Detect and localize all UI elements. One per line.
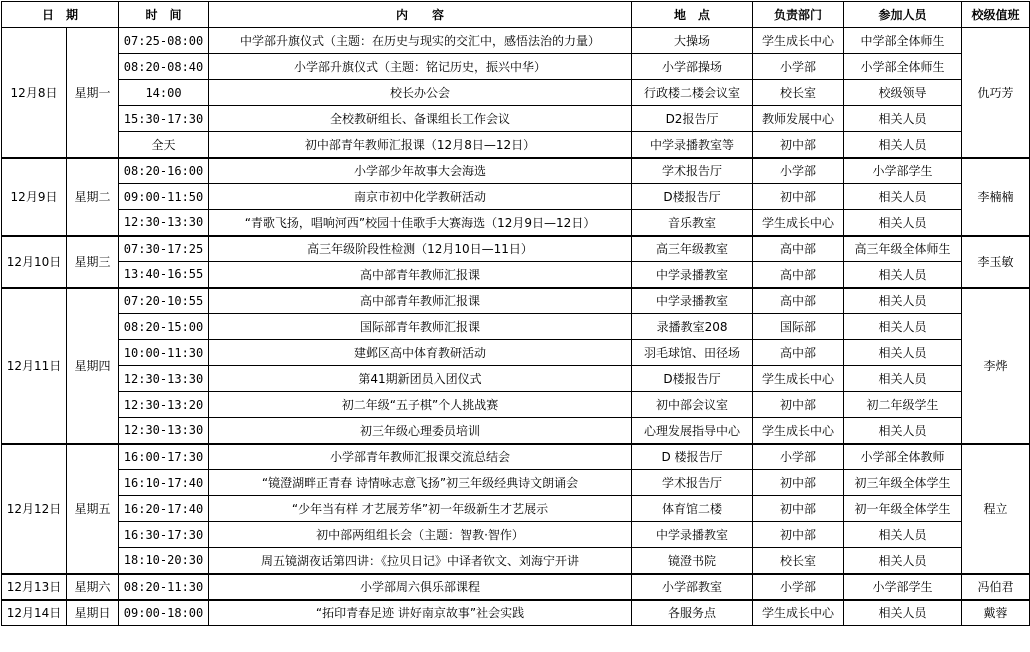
content-cell: 全校教研组长、备课组长工作会议	[209, 106, 632, 132]
participants-cell: 相关人员	[844, 106, 962, 132]
place-cell: 初中部会议室	[632, 392, 753, 418]
participants-cell: 小学部学生	[844, 158, 962, 184]
content-cell: 南京市初中化学教研活动	[209, 184, 632, 210]
place-cell: 录播教室208	[632, 314, 753, 340]
schedule-row	[2, 340, 1030, 366]
place-cell: 各服务点	[632, 600, 753, 626]
participants-cell: 初二年级学生	[844, 392, 962, 418]
dept-cell: 教师发展中心	[753, 106, 844, 132]
time-cell: 12:30-13:20	[119, 392, 209, 418]
header-place: 地 点	[632, 2, 753, 28]
time-cell: 16:20-17:40	[119, 496, 209, 522]
participants-cell: 相关人员	[844, 418, 962, 444]
time-cell: 15:30-17:30	[119, 106, 209, 132]
schedule-row	[2, 418, 1030, 444]
weekday-cell: 星期四	[67, 288, 119, 444]
content-cell: 小学部周六俱乐部课程	[209, 574, 632, 600]
schedule-row	[2, 54, 1030, 80]
content-cell: 小学部升旗仪式（主题：铭记历史，振兴中华）	[209, 54, 632, 80]
content-cell: 国际部青年教师汇报课	[209, 314, 632, 340]
duty-cell: 程立	[962, 444, 1030, 574]
date-cell: 12月14日	[2, 600, 67, 626]
time-cell: 09:00-11:50	[119, 184, 209, 210]
dept-cell: 高中部	[753, 288, 844, 314]
duty-cell: 李楠楠	[962, 158, 1030, 236]
content-cell: 初中部两组组长会（主题：智教·智作）	[209, 522, 632, 548]
content-cell: “镜澄湖畔正青春 诗情咏志意飞扬”初三年级经典诗文朗诵会	[209, 470, 632, 496]
weekday-cell: 星期日	[67, 600, 119, 626]
duty-cell: 冯伯君	[962, 574, 1030, 600]
dept-cell: 高中部	[753, 262, 844, 288]
content-cell: 中学部升旗仪式（主题：在历史与现实的交汇中，感悟法治的力量）	[209, 28, 632, 54]
time-cell: 12:30-13:30	[119, 418, 209, 444]
participants-cell: 相关人员	[844, 184, 962, 210]
participants-cell: 初三年级全体学生	[844, 470, 962, 496]
time-cell: 16:00-17:30	[119, 444, 209, 470]
time-cell: 08:20-15:00	[119, 314, 209, 340]
date-cell: 12月9日	[2, 158, 67, 236]
dept-cell: 学生成长中心	[753, 418, 844, 444]
dept-cell: 学生成长中心	[753, 28, 844, 54]
dept-cell: 高中部	[753, 340, 844, 366]
dept-cell: 小学部	[753, 54, 844, 80]
participants-cell: 小学部全体师生	[844, 54, 962, 80]
content-cell: 周五镜湖夜话第四讲：《拉贝日记》中译者钦文、刘海宁开讲	[209, 548, 632, 574]
place-cell: D楼报告厅	[632, 366, 753, 392]
dept-cell: 学生成长中心	[753, 600, 844, 626]
time-cell: 14:00	[119, 80, 209, 106]
place-cell: 学术报告厅	[632, 158, 753, 184]
dept-cell: 初中部	[753, 132, 844, 158]
schedule-row	[2, 470, 1030, 496]
schedule-row	[2, 314, 1030, 340]
schedule-row	[2, 496, 1030, 522]
participants-cell: 相关人员	[844, 262, 962, 288]
header-duty: 校级值班	[962, 2, 1030, 28]
content-cell: “青歌飞扬，唱响河西”校园十佳歌手大赛海选（12月9日—12日）	[209, 210, 632, 236]
participants-cell: 相关人员	[844, 210, 962, 236]
time-cell: 16:10-17:40	[119, 470, 209, 496]
place-cell: 学术报告厅	[632, 470, 753, 496]
content-cell: 初二年级“五子棋”个人挑战赛	[209, 392, 632, 418]
dept-cell: 学生成长中心	[753, 210, 844, 236]
duty-cell: 戴蓉	[962, 600, 1030, 626]
time-cell: 全天	[119, 132, 209, 158]
duty-cell: 李玉敏	[962, 236, 1030, 288]
content-cell: 建邺区高中体育教研活动	[209, 340, 632, 366]
participants-cell: 相关人员	[844, 340, 962, 366]
dept-cell: 国际部	[753, 314, 844, 340]
content-cell: “拓印青春足迹 讲好南京故事”社会实践	[209, 600, 632, 626]
schedule-row	[2, 522, 1030, 548]
weekday-cell: 星期一	[67, 28, 119, 158]
dept-cell: 初中部	[753, 496, 844, 522]
header-dept: 负责部门	[753, 2, 844, 28]
dept-cell: 校长室	[753, 80, 844, 106]
schedule-row	[2, 132, 1030, 158]
schedule-row	[2, 184, 1030, 210]
schedule-row	[2, 158, 1030, 184]
time-cell: 10:00-11:30	[119, 340, 209, 366]
schedule-table	[1, 1, 1030, 626]
date-cell: 12月13日	[2, 574, 67, 600]
time-cell: 12:30-13:30	[119, 366, 209, 392]
participants-cell: 中学部全体师生	[844, 28, 962, 54]
participants-cell: 初一年级全体学生	[844, 496, 962, 522]
participants-cell: 相关人员	[844, 288, 962, 314]
place-cell: 心理发展指导中心	[632, 418, 753, 444]
content-cell: 初三年级心理委员培训	[209, 418, 632, 444]
schedule-row	[2, 80, 1030, 106]
participants-cell: 校级领导	[844, 80, 962, 106]
time-cell: 07:25-08:00	[119, 28, 209, 54]
content-cell: 小学部少年故事大会海选	[209, 158, 632, 184]
schedule-row	[2, 444, 1030, 470]
time-cell: 09:00-18:00	[119, 600, 209, 626]
header-date: 日 期	[2, 2, 119, 28]
content-cell: 校长办公会	[209, 80, 632, 106]
schedule-row	[2, 548, 1030, 574]
place-cell: 体育馆二楼	[632, 496, 753, 522]
participants-cell: 小学部全体教师	[844, 444, 962, 470]
content-cell: 高中部青年教师汇报课	[209, 262, 632, 288]
date-cell: 12月12日	[2, 444, 67, 574]
content-cell: 小学部青年教师汇报课交流总结会	[209, 444, 632, 470]
participants-cell: 相关人员	[844, 548, 962, 574]
place-cell: 中学录播教室	[632, 262, 753, 288]
time-cell: 08:20-16:00	[119, 158, 209, 184]
dept-cell: 学生成长中心	[753, 366, 844, 392]
time-cell: 12:30-13:30	[119, 210, 209, 236]
weekday-cell: 星期六	[67, 574, 119, 600]
schedule-row	[2, 28, 1030, 54]
place-cell: 音乐教室	[632, 210, 753, 236]
place-cell: 高三年级教室	[632, 236, 753, 262]
time-cell: 07:30-17:25	[119, 236, 209, 262]
place-cell: 中学录播教室等	[632, 132, 753, 158]
place-cell: 中学录播教室	[632, 288, 753, 314]
dept-cell: 小学部	[753, 574, 844, 600]
weekday-cell: 星期二	[67, 158, 119, 236]
schedule-row	[2, 210, 1030, 236]
dept-cell: 高中部	[753, 236, 844, 262]
place-cell: D 楼报告厅	[632, 444, 753, 470]
content-cell: “少年当有样 才艺展芳华”初一年级新生才艺展示	[209, 496, 632, 522]
date-cell: 12月11日	[2, 288, 67, 444]
time-cell: 08:20-08:40	[119, 54, 209, 80]
dept-cell: 小学部	[753, 444, 844, 470]
place-cell: D2报告厅	[632, 106, 753, 132]
place-cell: 镜澄书院	[632, 548, 753, 574]
participants-cell: 相关人员	[844, 522, 962, 548]
content-cell: 高三年级阶段性检测（12月10日—11日）	[209, 236, 632, 262]
header-row	[2, 2, 1030, 28]
participants-cell: 相关人员	[844, 366, 962, 392]
participants-cell: 相关人员	[844, 600, 962, 626]
place-cell: 小学部操场	[632, 54, 753, 80]
schedule-row	[2, 366, 1030, 392]
schedule-row	[2, 600, 1030, 626]
duty-cell: 仇巧芳	[962, 28, 1030, 158]
date-cell: 12月10日	[2, 236, 67, 288]
duty-cell: 李烨	[962, 288, 1030, 444]
weekday-cell: 星期五	[67, 444, 119, 574]
place-cell: 小学部教室	[632, 574, 753, 600]
participants-cell: 高三年级全体师生	[844, 236, 962, 262]
time-cell: 18:10-20:30	[119, 548, 209, 574]
header-time: 时 间	[119, 2, 209, 28]
place-cell: 行政楼二楼会议室	[632, 80, 753, 106]
schedule-row	[2, 574, 1030, 600]
time-cell: 08:20-11:30	[119, 574, 209, 600]
place-cell: D楼报告厅	[632, 184, 753, 210]
content-cell: 高中部青年教师汇报课	[209, 288, 632, 314]
schedule-row	[2, 288, 1030, 314]
date-cell: 12月8日	[2, 28, 67, 158]
content-cell: 第41期新团员入团仪式	[209, 366, 632, 392]
participants-cell: 相关人员	[844, 314, 962, 340]
participants-cell: 小学部学生	[844, 574, 962, 600]
schedule-row	[2, 392, 1030, 418]
dept-cell: 初中部	[753, 392, 844, 418]
weekday-cell: 星期三	[67, 236, 119, 288]
schedule-row	[2, 262, 1030, 288]
time-cell: 07:20-10:55	[119, 288, 209, 314]
dept-cell: 初中部	[753, 184, 844, 210]
schedule-row	[2, 106, 1030, 132]
time-cell: 13:40-16:55	[119, 262, 209, 288]
schedule-body	[2, 28, 1030, 626]
dept-cell: 初中部	[753, 522, 844, 548]
place-cell: 羽毛球馆、田径场	[632, 340, 753, 366]
content-cell: 初中部青年教师汇报课（12月8日—12日）	[209, 132, 632, 158]
time-cell: 16:30-17:30	[119, 522, 209, 548]
dept-cell: 初中部	[753, 470, 844, 496]
header-participants: 参加人员	[844, 2, 962, 28]
dept-cell: 校长室	[753, 548, 844, 574]
place-cell: 中学录播教室	[632, 522, 753, 548]
header-content: 内 容	[209, 2, 632, 28]
dept-cell: 小学部	[753, 158, 844, 184]
place-cell: 大操场	[632, 28, 753, 54]
schedule-row	[2, 236, 1030, 262]
participants-cell: 相关人员	[844, 132, 962, 158]
